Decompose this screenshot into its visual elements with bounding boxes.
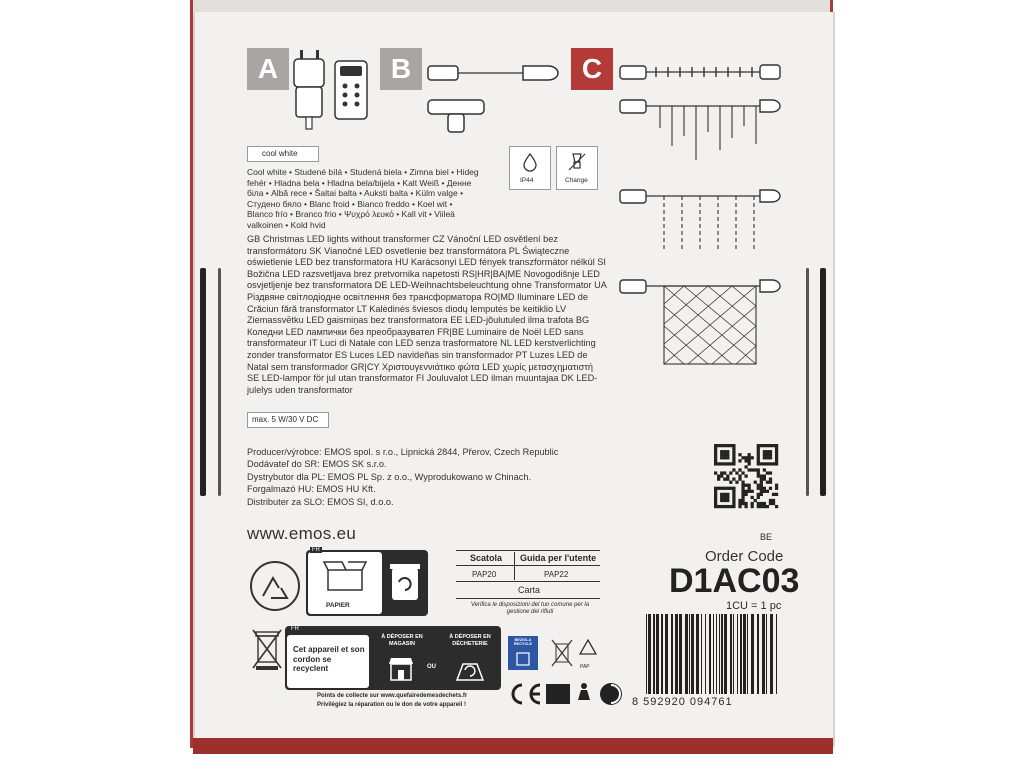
table-bottom-rule bbox=[456, 598, 600, 599]
power-adapter-icon bbox=[292, 50, 332, 130]
bin-recycle-icon bbox=[516, 650, 530, 666]
trash-person-icon bbox=[576, 682, 596, 706]
order-code-label: Order Code bbox=[705, 548, 784, 565]
color-description: Cool white • Studené bílá • Studená biela • Zimna biel • Hideg fehér • Hladna bela • Hladna bela/bijela • Kalt Weiß • Денне біла • Albă rece • Šaltai balta • Auksti balta • Külm valge • Студено бяло • Blanc froid • Bianco freddo • Koel wit • Blanco frío • Branco frio • Ψυχρό λευκό • Kall vit • Viileä valkoinen • Kold hvid bbox=[247, 167, 479, 230]
weee-bin-icon bbox=[253, 628, 281, 672]
guida-header: Guida per l'utente bbox=[520, 553, 597, 563]
weee-text-panel bbox=[287, 635, 369, 688]
extension-cable-icon bbox=[428, 58, 568, 88]
option-b-badge bbox=[380, 48, 422, 90]
carta-cell: Carta bbox=[518, 585, 541, 595]
pap22-cell: PAP22 bbox=[544, 570, 569, 579]
website-link[interactable]: www.emos.eu bbox=[247, 524, 357, 543]
fr-tag: FR bbox=[312, 547, 320, 553]
repair-note: Privilégiez la réparation ou le don de votre appareil ! bbox=[317, 702, 467, 708]
pap-label: PAP bbox=[580, 664, 590, 670]
t-connector-icon bbox=[428, 96, 488, 136]
box-bottom-band bbox=[193, 738, 833, 754]
table-low-rule bbox=[456, 581, 600, 582]
net-lights-icon bbox=[620, 276, 782, 376]
recycle-badge-label: BEZIGLA RECYCLE bbox=[513, 638, 533, 646]
deposer-magasin: À DÉPOSER EN MAGASIN bbox=[381, 634, 423, 647]
verify-note: Verifica le disposizioni del tuo comune per la gestione dei rifiuti bbox=[470, 602, 590, 615]
left-side-slot-inner bbox=[218, 268, 221, 496]
change-box bbox=[556, 146, 598, 190]
ou-label: OU bbox=[427, 664, 436, 670]
recycle-badge bbox=[508, 636, 538, 670]
cardboard-box-icon bbox=[324, 560, 366, 592]
option-c-badge bbox=[571, 48, 613, 90]
table-top-rule bbox=[456, 550, 600, 551]
scatola-header: Scatola bbox=[470, 553, 503, 563]
table-mid-rule bbox=[456, 565, 600, 566]
deposer-decheterie: À DÉPOSER EN DÉCHETERIE bbox=[449, 634, 491, 647]
weee-text: Cet appareil et son cordon se recyclent bbox=[293, 645, 365, 674]
producer-block bbox=[247, 446, 577, 508]
producer-line: Forgalmazó HU: EMOS HU Kft. bbox=[247, 484, 376, 495]
option-b-label: B bbox=[390, 53, 412, 84]
color-label: cool white bbox=[262, 149, 298, 158]
weee-badge bbox=[285, 626, 501, 690]
waste-center-icon bbox=[455, 656, 485, 682]
papier-label: PAPIER bbox=[326, 602, 350, 609]
water-drop-icon bbox=[523, 153, 537, 171]
change-label: Change bbox=[565, 177, 588, 184]
option-a-badge bbox=[247, 48, 289, 90]
consumer-unit: 1CU = 1 pc bbox=[726, 600, 782, 612]
qr-code bbox=[714, 444, 778, 508]
string-lights-icon bbox=[620, 58, 780, 88]
ip44-label: IP44 bbox=[520, 177, 534, 184]
italian-recycling-table bbox=[456, 550, 600, 620]
option-c-label: C bbox=[581, 53, 603, 84]
ip44-box bbox=[509, 146, 551, 190]
barcode bbox=[646, 614, 780, 696]
table-divider bbox=[514, 552, 515, 580]
region-code: BE bbox=[760, 532, 773, 542]
power-rating: max. 5 W/30 V DC bbox=[252, 415, 319, 424]
eac-mark-icon bbox=[546, 684, 570, 704]
triman-icon bbox=[249, 560, 301, 612]
remote-control-icon bbox=[334, 60, 370, 122]
shop-icon bbox=[387, 656, 415, 682]
producer-line: Dodávateľ do SR: EMOS SK s.r.o. bbox=[247, 459, 387, 470]
weee-fr-tag: FR bbox=[291, 626, 299, 632]
curtain-lights-icon bbox=[620, 188, 782, 258]
ce-mark-icon bbox=[508, 682, 542, 706]
green-dot-icon bbox=[599, 682, 623, 706]
producer-line: Dystrybutor dla PL: EMOS PL Sp. z o.o., Wyprodukowano w Chinach. bbox=[247, 471, 532, 482]
weee-small-bin-icon bbox=[552, 638, 572, 668]
producer-line: Producer/výrobce: EMOS spol. s r.o., Lipnická 2844, Přerov, Czech Republic bbox=[247, 447, 559, 457]
recycling-bin-icon bbox=[390, 562, 420, 602]
collection-points: Points de collecte sur www.quefairedemesdechets.fr bbox=[317, 693, 468, 699]
bulb-change-icon bbox=[569, 152, 585, 172]
pap-recycle-icon bbox=[576, 638, 600, 662]
producer-line: Distributer za SLO: EMOS SI, d.o.o. bbox=[247, 496, 394, 507]
color-label-box bbox=[247, 146, 319, 162]
paper-recycle-left bbox=[308, 552, 382, 614]
right-side-slot-inner bbox=[806, 268, 809, 496]
barcode-number: 8 592920 094761 bbox=[632, 696, 733, 708]
power-rating-box bbox=[247, 412, 329, 428]
left-side-slot bbox=[200, 268, 206, 496]
right-side-slot bbox=[820, 268, 826, 496]
product-description: GB Christmas LED lights without transformer CZ Vánoční LED osvětlení bez transformátoru SK Vianočné LED osvetlenie bez transformátora PL Świąteczne oświetlenie LED bez transformatora HU Karácsonyi LED fények transzformátor nélkül SI Božična LED razsvetljava brez pretvornika napetosti RS|HR|BA|ME Novogodišnje LED osvjetljenje bez transformatora DE LED-Weihnachtsbeleuchtung ohne Transformator UA Різдвяне світлодіодне освітлення без трансформатора RO|MD Iluminare LED de Crăciun fără transformator LT Kalėdinės šviesos diodų lemputės be keitiklio LV Ziemassvētku LED gaismiņas bez transformatora EE LED-jõulutuled ilma trafota BG Коледни LED лампички без преобразувател FR|BE Luminaire de Noël LED sans transformateur IT Luci di Natale con LED senza trasformatore NL LED kerstverlichting zonder transformator ES Luces LED navideñas sin transformador PT Luzes LED de Natal sem transformador GR|CY Χριστουγεννιάτικο φώτα LED χωρίς μετασχηματιστή SE LED-lampor för jul utan transformator FI Jouluvalot LED ilman muuntajaa DK LED-julelys uden transformator bbox=[247, 234, 607, 395]
box-top-edge bbox=[193, 0, 833, 12]
order-code: D1AC03 bbox=[669, 562, 800, 600]
option-a-label: A bbox=[257, 53, 279, 84]
icicle-lights-icon bbox=[620, 98, 782, 178]
paper-recycle-badge bbox=[306, 547, 428, 616]
pap20-cell: PAP20 bbox=[472, 570, 497, 579]
